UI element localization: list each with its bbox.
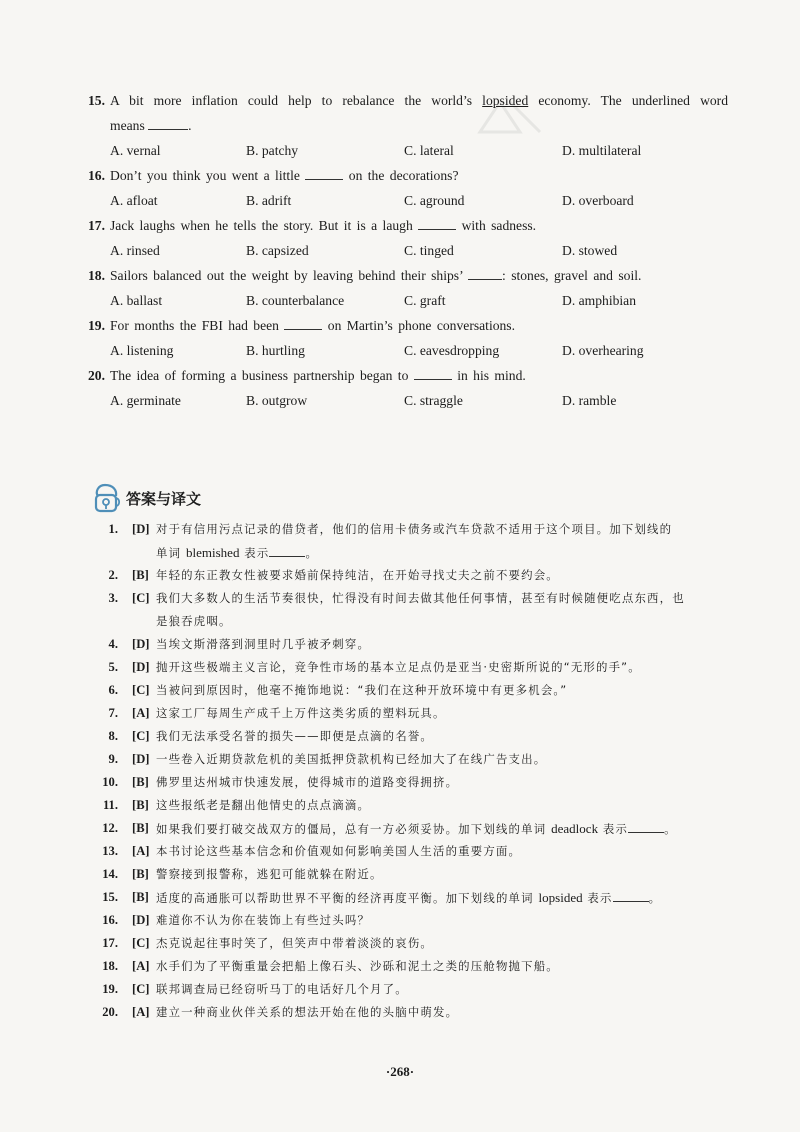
answer-key: [A] — [132, 844, 150, 858]
option-a: A. vernal — [110, 143, 161, 158]
answer-translation: 我们无法承受名誉的损失——即便是点滴的名誉。 — [156, 729, 433, 743]
question-text: Don’t you think you went a little on the decorations? — [110, 168, 459, 183]
options-19 — [88, 338, 728, 363]
option-c: C. lateral — [404, 143, 454, 158]
option-c: C. eavesdropping — [404, 343, 500, 358]
options-16 — [88, 188, 728, 213]
answer-number: 4. — [108, 637, 118, 651]
option-a: A. rinsed — [110, 243, 160, 258]
answer-key: [A] — [132, 706, 150, 720]
answer-item — [88, 587, 728, 610]
answer-blank — [148, 117, 188, 130]
answer-key: [B] — [132, 821, 149, 835]
answer-number: 19. — [102, 982, 118, 996]
option-b: B. outgrow — [246, 393, 308, 408]
answer-number: 16. — [102, 913, 118, 927]
answer-key: [A] — [132, 959, 150, 973]
options-17 — [88, 238, 728, 263]
question-17 — [88, 213, 728, 238]
answer-key: [A] — [132, 1005, 150, 1019]
option-d: D. overboard — [562, 193, 634, 208]
option-c: C. graft — [404, 293, 446, 308]
answer-item — [88, 817, 728, 840]
answer-item — [88, 863, 728, 886]
option-d: D. overhearing — [562, 343, 644, 358]
option-b: B. capsized — [246, 243, 309, 258]
options-18 — [88, 288, 728, 313]
option-b: B. adrift — [246, 193, 292, 208]
question-number: 16. — [88, 168, 105, 183]
answer-key: [B] — [132, 867, 149, 881]
answer-translation: 水手们为了平衡重量会把船上像石头、沙砾和泥土之类的压舱物抛下船。 — [156, 959, 559, 973]
question-text: The idea of forming a business partnership began to in his mind. — [110, 368, 526, 383]
answer-section-title: 答案与译文 — [126, 490, 202, 508]
answer-item — [88, 932, 728, 955]
question-15-continued: means . — [110, 118, 192, 133]
answer-blank — [269, 544, 305, 557]
answer-item — [88, 886, 728, 909]
answer-item — [88, 702, 728, 725]
options-15 — [88, 138, 728, 163]
answer-translation: 佛罗里达州城市快速发展，使得城市的道路变得拥挤。 — [156, 775, 459, 789]
answer-translation: 当被问到原因时，他毫不掩饰地说：“我们在这种开放环境中有更多机会。” — [156, 683, 568, 697]
answer-translation: 对于有信用污点记录的借贷者，他们的信用卡债务或汽车贷款不适用于这个项目。加下划线的 — [156, 522, 673, 536]
answer-item — [88, 909, 728, 932]
question-number: 18. — [88, 268, 105, 283]
question-number: 19. — [88, 318, 105, 333]
answer-number: 12. — [102, 821, 118, 835]
answer-key: [D] — [132, 637, 150, 651]
answer-translation: 我们大多数人的生活节奏很快，忙得没有时间去做其他任何事情，甚至有时候随便吃点东西，也 — [156, 591, 685, 605]
question-15 — [88, 88, 728, 113]
option-a: A. ballast — [110, 293, 163, 308]
options-20 — [88, 388, 728, 413]
answer-number: 18. — [102, 959, 118, 973]
answer-translation: 本书讨论这些基本信念和价值观如何影响美国人生活的重要方面。 — [156, 844, 522, 858]
answer-translation: 一些卷入近期贷款危机的美国抵押贷款机构已经加大了在线广告支出。 — [156, 752, 547, 766]
option-a: A. germinate — [110, 393, 181, 408]
answer-key: [D] — [132, 522, 150, 536]
answer-item — [88, 679, 728, 702]
answer-item — [88, 840, 728, 863]
page-number: ·268· — [385, 1064, 415, 1079]
answer-number: 17. — [102, 936, 118, 950]
answer-blank — [305, 167, 343, 180]
underlined-word: lopsided — [482, 93, 529, 108]
answer-item — [88, 564, 728, 587]
option-c: C. tinged — [404, 243, 454, 258]
answer-number: 1. — [108, 522, 118, 536]
option-b: B. counterbalance — [246, 293, 345, 308]
answer-item — [88, 633, 728, 656]
answer-item — [88, 794, 728, 817]
answer-number: 3. — [108, 591, 118, 605]
keyword: lopsided — [538, 890, 583, 905]
answer-number: 11. — [102, 798, 118, 812]
question-text: Sailors balanced out the weight by leaving behind their ships’ : stones, gravel and soil. — [110, 268, 642, 283]
answer-number: 15. — [102, 890, 118, 904]
question-list — [88, 88, 728, 413]
answer-translation: 联邦调查局已经窃听马丁的电话好几个月了。 — [156, 982, 408, 996]
answer-item — [88, 1001, 728, 1024]
answer-item — [88, 955, 728, 978]
answer-translation: 警察接到报警称，逃犯可能就躲在附近。 — [156, 867, 383, 881]
answer-translation: 当埃文斯滑落到洞里时几乎被矛刺穿。 — [156, 637, 371, 651]
answer-list — [88, 518, 728, 1024]
answer-key: [C] — [132, 683, 150, 697]
answer-key: [D] — [132, 660, 150, 674]
answer-number: 5. — [108, 660, 118, 674]
answer-translation: 这家工厂每周生产成千上万件这类劣质的塑料玩具。 — [156, 706, 446, 720]
answer-key: [D] — [132, 913, 150, 927]
answer-item — [88, 518, 728, 541]
answer-key: [B] — [132, 775, 149, 789]
option-d: D. stowed — [562, 243, 618, 258]
answer-number: 13. — [102, 844, 118, 858]
key-lock-icon — [92, 482, 122, 514]
answer-key: [C] — [132, 982, 150, 996]
answer-key: [B] — [132, 798, 149, 812]
question-19 — [88, 313, 728, 338]
option-b: B. patchy — [246, 143, 299, 158]
option-d: D. ramble — [562, 393, 617, 408]
answer-translation: 建立一种商业伙伴关系的想法开始在他的头脑中萌发。 — [156, 1005, 459, 1019]
question-18 — [88, 263, 728, 288]
keyword: deadlock — [551, 821, 599, 836]
answer-translation: 抛开这些极端主义言论，竞争性市场的基本立足点仍是亚当·史密斯所说的“无形的手”。 — [156, 660, 641, 674]
answer-key: [B] — [132, 890, 149, 904]
option-a: A. afloat — [110, 193, 158, 208]
answer-number: 20. — [102, 1005, 118, 1019]
answer-translation: 年轻的东正教女性被要求婚前保持纯洁，在开始寻找丈夫之前不要约会。 — [156, 568, 559, 582]
question-number: 20. — [88, 368, 105, 383]
answer-number: 10. — [102, 775, 118, 789]
answer-item — [88, 978, 728, 1001]
answer-item-continued: 单词 blemished 表示 。 — [156, 545, 319, 560]
answer-number: 7. — [108, 706, 118, 720]
option-c: C. straggle — [404, 393, 463, 408]
answer-item — [88, 771, 728, 794]
option-d: D. amphibian — [562, 293, 636, 308]
answer-key: [B] — [132, 568, 149, 582]
answer-translation: 如果我们要打破交战双方的僵局，总有一方必须妥协。加下划线的单词 deadlock 表示 。 — [156, 821, 677, 836]
answer-key: [C] — [132, 729, 150, 743]
answer-blank — [628, 820, 664, 833]
answer-translation: 难道你不认为你在装饰上有些过头吗？ — [156, 913, 371, 927]
answer-translation: 适度的高通胀可以帮助世界不平衡的经济再度平衡。加下划线的单词 lopsided 表示 。 — [156, 890, 662, 905]
question-text: A bit more inflation could help to rebalance the world’s lopsided economy. The underlined word — [110, 93, 729, 108]
question-20 — [88, 363, 728, 388]
question-text: Jack laughs when he tells the story. But it is a laugh with sadness. — [110, 218, 537, 233]
answer-key: [D] — [132, 752, 150, 766]
answer-number: 2. — [108, 568, 118, 582]
answer-blank — [418, 217, 456, 230]
question-16 — [88, 163, 728, 188]
answer-number: 8. — [108, 729, 118, 743]
option-a: A. listening — [110, 343, 174, 358]
question-text: For months the FBI had been on Martin’s phone conversations. — [110, 318, 515, 333]
answer-item — [88, 656, 728, 679]
answer-blank — [613, 889, 649, 902]
option-c: C. aground — [404, 193, 465, 208]
answer-translation: 这些报纸老是翻出他情史的点点滴滴。 — [156, 798, 371, 812]
keyword: blemished — [186, 545, 240, 560]
answer-item — [88, 748, 728, 771]
answer-number: 14. — [102, 867, 118, 881]
answer-number: 6. — [108, 683, 118, 697]
question-number: 17. — [88, 218, 105, 233]
answer-blank — [414, 367, 452, 380]
answer-number: 9. — [108, 752, 118, 766]
question-number: 15. — [88, 93, 105, 108]
option-d: D. multilateral — [562, 143, 642, 158]
answer-item-continued: 是狼吞虎咽。 — [156, 614, 232, 628]
answer-blank — [468, 267, 502, 280]
answer-blank — [284, 317, 322, 330]
answer-key: [C] — [132, 936, 150, 950]
answer-item — [88, 725, 728, 748]
answer-key: [C] — [132, 591, 150, 605]
answer-translation: 杰克说起往事时笑了，但笑声中带着淡淡的哀伤。 — [156, 936, 433, 950]
option-b: B. hurtling — [246, 343, 305, 358]
